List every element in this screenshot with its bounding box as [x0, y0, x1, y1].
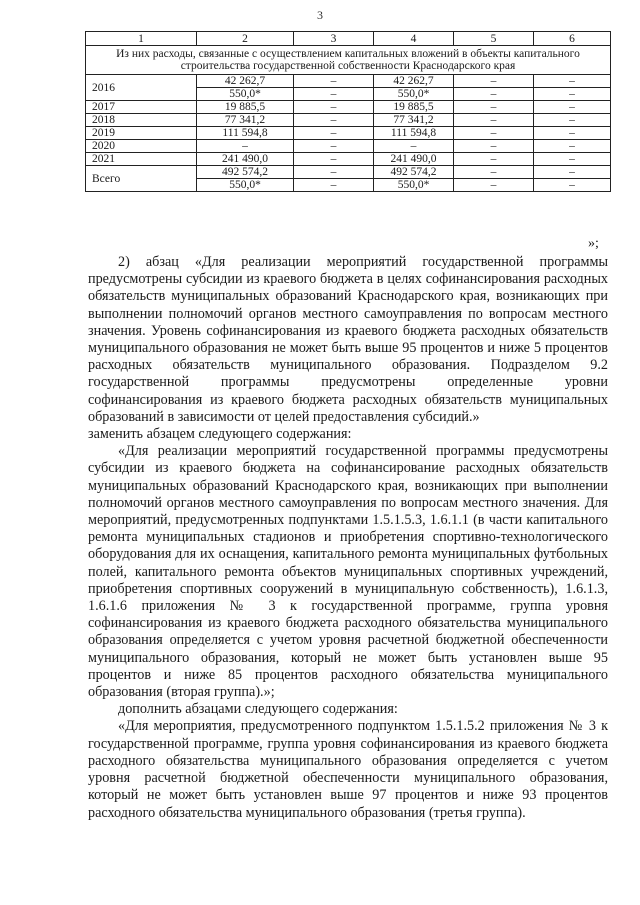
- table-row: [86, 114, 611, 127]
- header-cell: 4: [374, 32, 454, 46]
- table-cell: –: [454, 75, 534, 88]
- table-span-row: [86, 46, 611, 75]
- table-cell: –: [294, 127, 374, 140]
- table-cell: –: [294, 75, 374, 88]
- table-end-mark: »;: [588, 236, 599, 251]
- table-cell: 19 885,5: [374, 101, 454, 114]
- table-cell: 111 594,8: [374, 127, 454, 140]
- row-label: 2019: [86, 127, 197, 140]
- table-cell: –: [534, 140, 611, 153]
- table-cell: 550,0*: [374, 179, 454, 192]
- financing-table: [85, 31, 611, 192]
- page-number: 3: [317, 8, 323, 22]
- table-cell: 42 262,7: [197, 75, 294, 88]
- table-cell: –: [374, 140, 454, 153]
- table-cell: –: [294, 153, 374, 166]
- header-cell: 1: [86, 32, 197, 46]
- row-label: Всего: [86, 166, 197, 192]
- table-cell: –: [454, 166, 534, 179]
- paragraph: 2) абзац «Для реализации мероприятий государственной программы предусмотрены субсидии из краевого бюджета в целях софинансирования расходных обязательств муниципальных образований Краснодарского края, возникающих при выполнении полномочий органов местного самоуправления по вопросам местного значения. Уровень софинансирования из краевого бюджета расходных обязательств муниципального образования не может быть выше 95 процентов и ниже 5 процентов расходных обязательств муниципального образования. Подразделом 9.2 государственной программы предусмотрены определенные уровни софинансирования из краевого бюджета расходных обязательств муниципальных образований в зависимости от целей предоставления субсидий.»: [88, 254, 608, 425]
- table-cell: 111 594,8: [197, 127, 294, 140]
- row-label: 2020: [86, 140, 197, 153]
- table-row: [86, 75, 611, 88]
- table-cell: –: [534, 166, 611, 179]
- table-row: [86, 127, 611, 140]
- paragraph: дополнить абзацами следующего содержания:: [118, 701, 398, 718]
- table-cell: 492 574,2: [197, 166, 294, 179]
- table-cell: –: [294, 179, 374, 192]
- table-cell: –: [294, 88, 374, 101]
- table-cell: 241 490,0: [197, 153, 294, 166]
- table-cell: 550,0*: [374, 88, 454, 101]
- table-cell: –: [534, 127, 611, 140]
- span-row-text: Из них расходы, связанные с осуществлением капитальных вложений в объекты капитального строительства государственной собственности Краснодарского края: [86, 46, 611, 75]
- row-label: 2016: [86, 75, 197, 101]
- table-cell: 19 885,5: [197, 101, 294, 114]
- table-cell: –: [454, 127, 534, 140]
- table-cell: 42 262,7: [374, 75, 454, 88]
- table-cell: –: [534, 114, 611, 127]
- table-cell: 550,0*: [197, 88, 294, 101]
- row-label: 2018: [86, 114, 197, 127]
- header-cell: 6: [534, 32, 611, 46]
- table-cell: –: [534, 179, 611, 192]
- table-cell: –: [294, 114, 374, 127]
- table-cell: –: [294, 140, 374, 153]
- table-row: [86, 153, 611, 166]
- table-cell: –: [197, 140, 294, 153]
- table-cell: –: [454, 88, 534, 101]
- header-cell: 3: [294, 32, 374, 46]
- table-cell: –: [454, 153, 534, 166]
- table-cell: 492 574,2: [374, 166, 454, 179]
- paragraph: заменить абзацем следующего содержания:: [88, 426, 352, 443]
- table-cell: –: [534, 88, 611, 101]
- table-cell: –: [534, 75, 611, 88]
- table-cell: –: [454, 114, 534, 127]
- header-cell: 2: [197, 32, 294, 46]
- table-cell: –: [294, 101, 374, 114]
- table-cell: 77 341,2: [197, 114, 294, 127]
- row-label: 2017: [86, 101, 197, 114]
- table-cell: –: [534, 153, 611, 166]
- table-cell: 77 341,2: [374, 114, 454, 127]
- row-label: 2021: [86, 153, 197, 166]
- table-row: [86, 166, 611, 179]
- table-cell: 550,0*: [197, 179, 294, 192]
- paragraph: «Для мероприятия, предусмотренного подпунктом 1.5.1.5.2 приложения № 3 к государственной программе, группа уровня софинансирования из краевого бюджета расходного обязательства муниципального образования определяется с учетом уровня расчетной бюджетной обеспеченности муниципального образования, который не может быть установлен выше 97 процентов и ниже 93 процентов расходного обязательства муниципального образования (третья группа).: [88, 718, 608, 821]
- table-cell: 241 490,0: [374, 153, 454, 166]
- table-row: [86, 140, 611, 153]
- table-row: [86, 101, 611, 114]
- table-cell: –: [534, 101, 611, 114]
- table-header-row: [86, 32, 611, 46]
- table-cell: –: [294, 166, 374, 179]
- table-cell: –: [454, 140, 534, 153]
- header-cell: 5: [454, 32, 534, 46]
- table-cell: –: [454, 101, 534, 114]
- paragraph: «Для реализации мероприятий государственной программы предусмотрены субсидии из краевого бюджета на софинансирование расходных обязательств муниципальных образований Краснодарского края, возникающих при выполнении полномочий органов местного самоуправления по вопросам местного значения. Для мероприятий, предусмотренных подпунктами 1.5.1.5.3, 1.6.1.1 (в части капитального ремонта муниципальных стадионов и приобретения спортивно-технологического оборудования для их оснащения, капитального ремонта муниципальных футбольных полей, капитального ремонта объектов муниципальных спортивных учреждений, приобретения спортивных сооружений в муниципальную собственность), 1.6.1.3, 1.6.1.6 приложения № 3 к государственной программе, группа уровня софинансирования из краевого бюджета расходного обязательства муниципального образования определяется с учетом уровня расчетной бюджетной обеспеченности муниципального образования, который не может быть установлен выше 95 процентов и ниже 85 процентов расходного обязательства муниципального образования (вторая группа).»;: [88, 443, 608, 701]
- body-text: [88, 254, 608, 822]
- table-cell: –: [454, 179, 534, 192]
